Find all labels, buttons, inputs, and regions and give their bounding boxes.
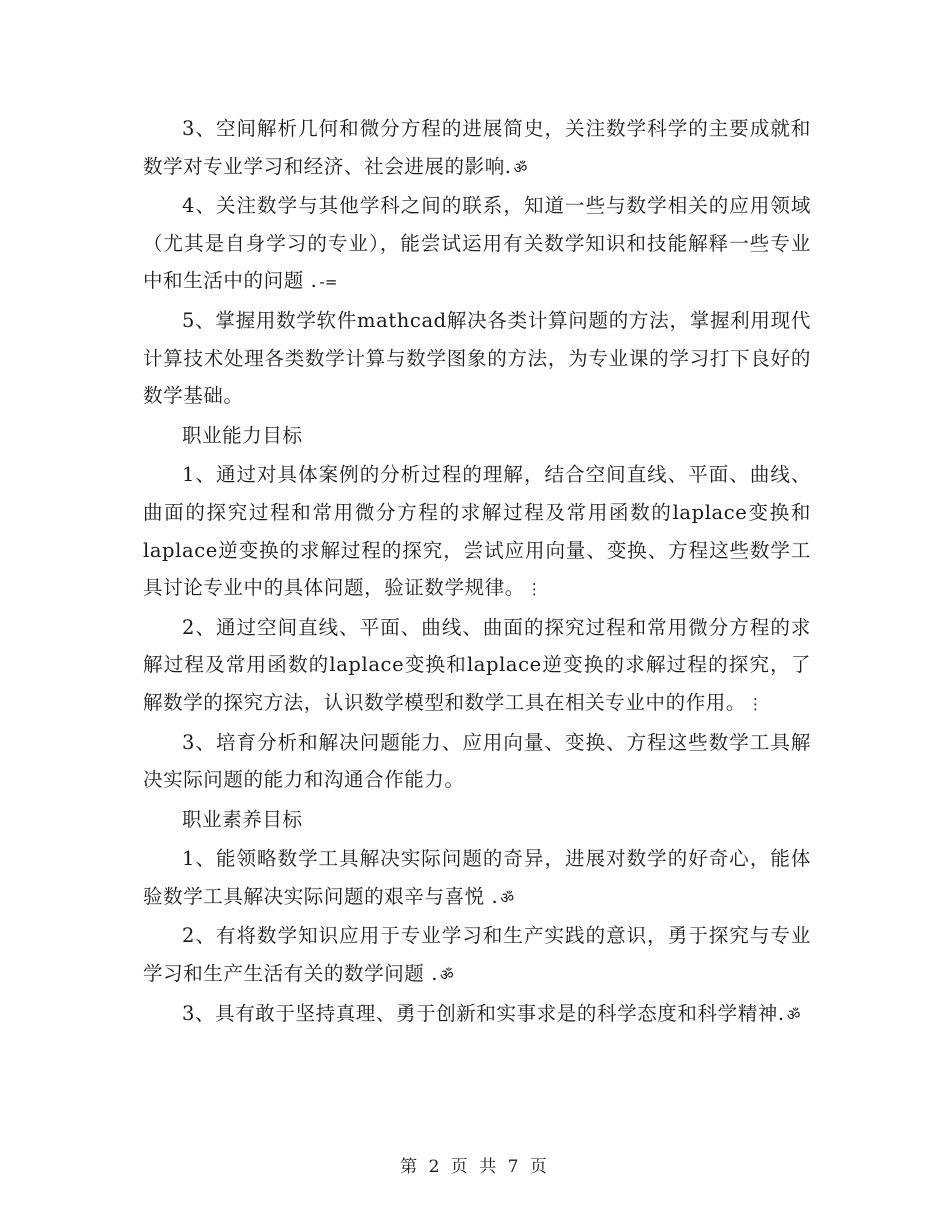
paragraph-ability-2: 2、通过空间直线、平面、曲线、曲面的探究过程和常用微分方程的求解过程及常用函数的laplace变换和laplace逆变换的求解过程的探究，了解数学的探究方法，认识数学模型和数学工具在相关专业中的作用。 ⋮ xyxy=(143,615,811,714)
paragraph-literacy-1: 1、能领略数学工具解决实际问题的奇异，进展对数学的好奇心，能体验数学工具解决实际问题的艰辛与喜悦 . ॐ xyxy=(143,847,811,908)
paragraph-mark: ⋮ xyxy=(526,580,542,599)
page-footer: 第 2 页 共 7 页 xyxy=(400,1157,550,1177)
paragraph-ability-1: 1、通过对具体案例的分析过程的理解，结合空间直线、平面、曲线、曲面的探究过程和常用微分方程的求解过程及常用函数的laplace变换和laplace逆变换的求解过程的探究，尝试应用向量、变换、方程这些数学工具讨论专业中的具体问题，验证数学规律。 ⋮ xyxy=(143,463,811,600)
paragraph-ability-3: 3、培育分析和解决问题能力、应用向量、变换、方程这些数学工具解决实际问题的能力和沟通合作能力。 xyxy=(143,730,811,792)
paragraph-mathcad: 5、掌握用数学软件mathcad解决各类计算问题的方法，掌握利用现代计算技术处理各类数学计算与数学图象的方法，为专业课的学习打下良好的数学基础。 xyxy=(143,308,811,408)
paragraph-literacy-2: 2、有将数学知识应用于专业学习和生产实践的意识，勇于探究与专业学习和生产生活有关的数学问题 . ॐ xyxy=(143,924,811,986)
section-heading-vocational-literacy: 职业素养目标 xyxy=(182,807,303,831)
section-heading-vocational-ability: 职业能力目标 xyxy=(182,423,303,447)
paragraph-mark: ॐ xyxy=(786,1005,801,1024)
paragraph-connections: 4、关注数学与其他学科之间的联系，知道一些与数学相关的应用领域（尤其是自身学习的专业），能尝试运用有关数学知识和技能解释一些专业中和生活中的问题 . -= xyxy=(143,194,811,293)
paragraph-history: 3、空间解析几何和微分方程的进展简史，关注数学科学的主要成就和数学对专业学习和经济、社会进展的影响. ॐ xyxy=(143,117,811,178)
paragraph-literacy-3: 3、具有敢于坚持真理、勇于创新和实事求是的科学态度和科学精神. ॐ xyxy=(182,1001,801,1025)
paragraph-mark: ⋮ xyxy=(748,694,764,713)
paragraph-mark: ॐ xyxy=(500,888,514,907)
paragraph-mark: -= xyxy=(319,273,338,292)
paragraph-mark: ॐ xyxy=(440,966,454,985)
paragraph-mark: ॐ xyxy=(513,158,528,177)
document-body xyxy=(143,110,811,1034)
